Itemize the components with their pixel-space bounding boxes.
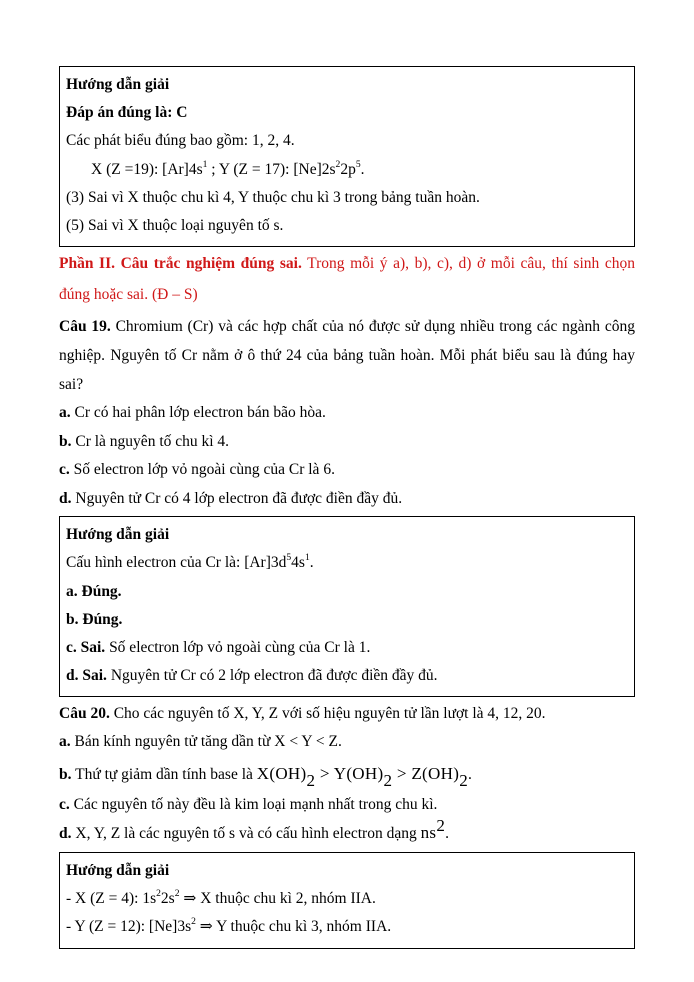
statement-20d: d. X, Y, Z là các nguyên tố s và có cấu hình electron dạng $ns^2$. <box>59 815 450 843</box>
part2-section-header: Phần II. Câu trắc nghiệm đúng sai. Trong mỗi ý a), b), c), d) ở mỗi câu, thí sinh chọn đúng hoặc sai. (Đ – S) <box>59 255 635 303</box>
solution-text-line: - X (Z = 4): $1s^22s^2$ ⇒ X thuộc chu kì 2, nhóm IIA. <box>66 888 376 908</box>
electron-config-line: X (Z =19): $[Ar]4s^1$ ; Y (Z = 17): $[Ne]2s^22p^5$. <box>91 158 365 178</box>
verdict-19a: a. Đúng. <box>66 582 122 600</box>
statement-20c: c. Các nguyên tố này đều là kim loại mạnh nhất trong chu kì. <box>59 795 438 813</box>
solution-heading: Hướng dẫn giải <box>66 526 170 544</box>
statement-20b: b. Thứ tự giảm dần tính base là $X(OH)_2 > Y(OH)_2 > Z(OH)_2$. <box>59 763 472 790</box>
correct-answer-line: Đáp án đúng là: C <box>66 104 188 122</box>
solution-box-1 <box>59 66 635 247</box>
solution-heading: Hướng dẫn giải <box>66 76 170 93</box>
solution-text-line: Cấu hình electron của Cr là: $[Ar]3d^54s^1$. <box>66 552 314 572</box>
solution-heading: Hướng dẫn giải <box>66 861 170 879</box>
solution-text-line: Các phát biểu đúng bao gồm: 1, 2, 4. <box>66 132 295 150</box>
solution-box-3 <box>59 852 635 949</box>
solution-box-2 <box>59 516 635 697</box>
verdict-19d: d. Sai. Nguyên tử Cr có 2 lớp electron đã được điền đầy đủ. <box>66 667 438 685</box>
question-19-intro: Câu 19. Chromium (Cr) và các hợp chất của nó được sử dụng nhiều trong các ngành công nghiệp. Nguyên tố Cr nằm ở ô thứ 24 của bảng tuần hoàn. Mỗi phát biểu sau là đúng hay sai? <box>59 318 635 394</box>
solution-text-line: (3) Sai vì X thuộc chu kì 4, Y thuộc chu kì 3 trong bảng tuần hoàn. <box>66 188 480 206</box>
statement-19b: b. Cr là nguyên tố chu kì 4. <box>59 432 230 450</box>
statement-19c: c. Số electron lớp vỏ ngoài cùng của Cr là 6. <box>59 461 335 479</box>
solution-text-line: - Y (Z = 12): $[Ne]3s^2$ ⇒ Y thuộc chu kì 3, nhóm IIA. <box>66 916 392 936</box>
statement-19a: a. Cr có hai phân lớp electron bán bão hòa. <box>59 404 326 422</box>
statement-20a: a. Bán kính nguyên tử tăng dần từ X < Y < Z. <box>59 733 342 751</box>
statement-19d: d. Nguyên tử Cr có 4 lớp electron đã được điền đầy đủ. <box>59 489 403 507</box>
verdict-19b: b. Đúng. <box>66 610 123 628</box>
question-20-intro: Câu 20. Cho các nguyên tố X, Y, Z với số hiệu nguyên tử lần lượt là 4, 12, 20. <box>59 705 546 723</box>
solution-text-line: (5) Sai vì X thuộc loại nguyên tố s. <box>66 217 284 235</box>
verdict-19c: c. Sai. Số electron lớp vỏ ngoài cùng của Cr là 1. <box>66 639 371 657</box>
